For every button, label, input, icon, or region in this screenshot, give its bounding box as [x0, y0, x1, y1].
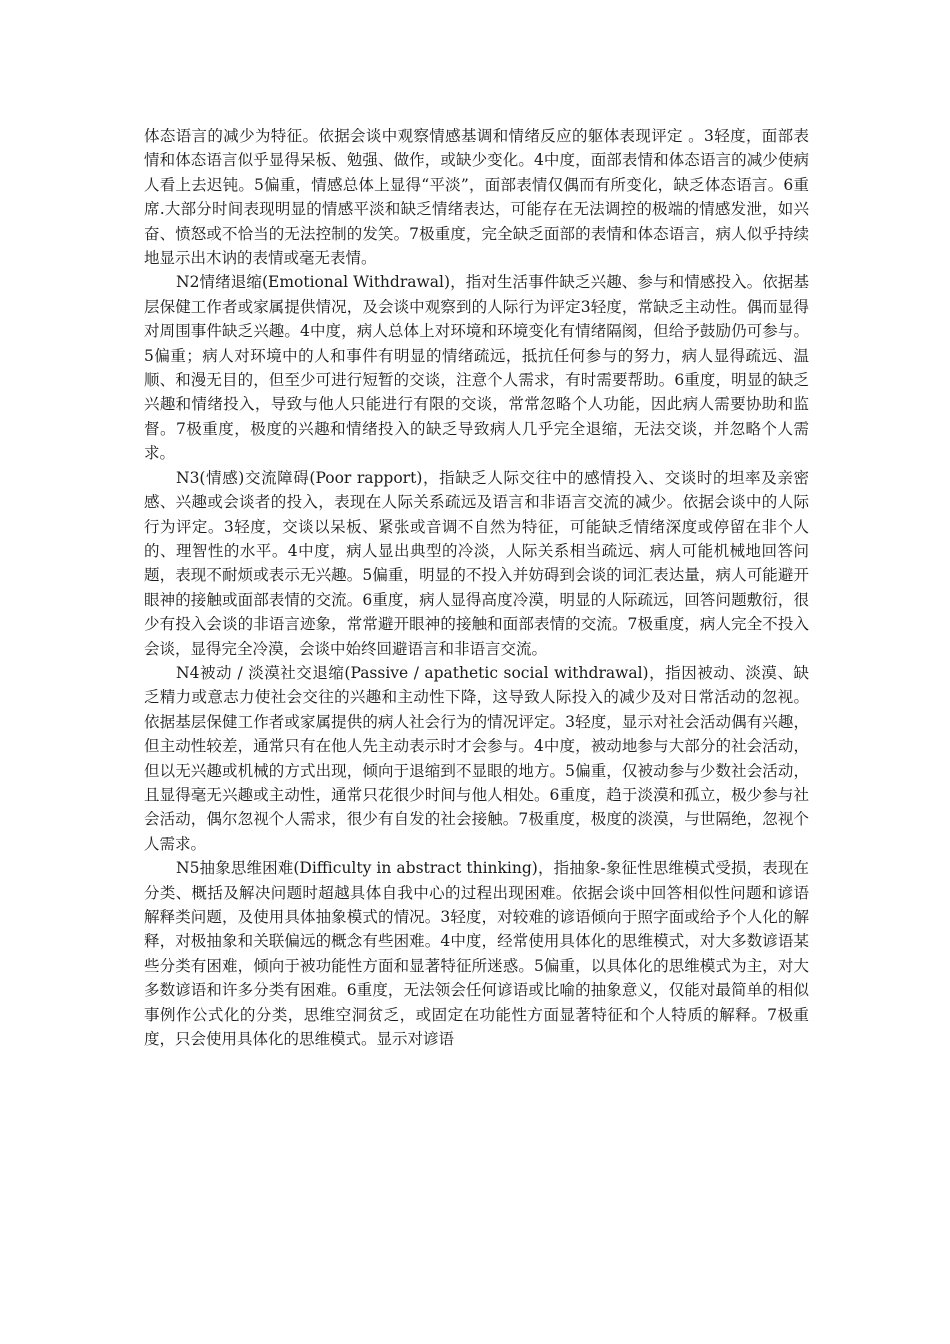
- document-body: [144, 124, 809, 1051]
- paragraph-n4-passive-social-withdrawal: N4被动 / 淡漠社交退缩(Passive / apathetic social withdrawal)，指因被动、淡漠、缺乏精力或意志力使社会交往的兴趣和主动性下降，这导致人际投入的减少及对日常活动的忽视。依据基层保健工作者或家属提供的病人社会行为的情况评定。3轻度，显示对社会活动偶有兴趣，但主动性较差，通常只有在他人先主动表示时才会参与。4中度，被动地参与大部分的社会活动，但以无兴趣或机械的方式出现，倾向于退缩到不显眼的地方。5偏重，仅被动参与少数社会活动，且显得毫无兴趣或主动性，通常只花很少时间与他人相处。6重度，趋于淡漠和孤立，极少参与社会活动，偶尔忽视个人需求，很少有自发的社会接触。7极重度，极度的淡漠，与世隔绝，忽视个人需求。: [144, 663, 809, 853]
- paragraph-n1-continuation: 体态语言的减少为特征。依据会谈中观察情感基调和情绪反应的躯体表现评定 。3轻度，面部表情和体态语言似乎显得呆板、勉强、做作，或缺少变化。4中度，面部表情和体态语言的减少使病人看上去迟钝。5偏重，情感总体上显得“平淡”，面部表情仅偶而有所变化，缺乏体态语言。6重席.大部分时间表现明显的情感平淡和缺乏情绪表达，可能存在无法调控的极端的情感发泄，如兴奋、愤怒或不恰当的无法控制的发笑。7极重度，完全缺乏面部的表情和体态语言，病人似乎持续地显示出木讷的表情或毫无表情。: [144, 127, 809, 268]
- paragraph-n5-abstract-thinking: N5抽象思维困难(Difficulty in abstract thinking)，指抽象-象征性思维模式受损，表现在分类、概括及解决问题时超越具体自我中心的过程出现困难。依据会谈中回答相似性问题和谚语解释类问题，及使用具体抽象模式的情况。3轻度，对较难的谚语倾向于照字面或给予个人化的解释，对极抽象和关联偏远的概念有些困难。4中度，经常使用具体化的思维模式，对大多数谚语某些分类有困难，倾向于被功能性方面和显著特征所迷惑。5偏重，以具体化的思维模式为主，对大多数谚语和许多分类有困难。6重度，无法领会任何谚语或比喻的抽象意义，仅能对最简单的相似事例作公式化的分类，思维空洞贫乏，或固定在功能性方面显著特征和个人特质的解释。7极重度，只会使用具体化的思维模式。显示对谚语: [144, 859, 809, 1049]
- paragraph-n2-emotional-withdrawal: N2情绪退缩(Emotional Withdrawal)，指对生活事件缺乏兴趣、参与和情感投入。依据基层保健工作者或家属提供情况，及会谈中观察到的人际行为评定3轻度，常缺乏主动性。偶而显得对周围事件缺乏兴趣。4中度，病人总体上对环境和环境变化有情绪隔阂，但给予鼓励仍可参与。5偏重；病人对环境中的人和事件有明显的情绪疏远，抵抗任何参与的努力，病人显得疏远、温顺、和漫无目的，但至少可进行短暂的交谈，注意个人需求，有时需要帮助。6重度，明显的缺乏兴趣和情绪投入，导致与他人只能进行有限的交谈，常常忽略个人功能，因此病人需要协助和监督。7极重度，极度的兴趣和情绪投入的缺乏导致病人几乎完全退缩，无法交谈，并忽略个人需求。: [144, 273, 809, 463]
- paragraph-n3-poor-rapport: N3(情感)交流障碍(Poor rapport)，指缺乏人际交往中的感情投入、交谈时的坦率及亲密感、兴趣或会谈者的投入，表现在人际关系疏远及语言和非语言交流的减少。依据会谈中的人际行为评定。3轻度，交谈以呆板、紧张或音调不自然为特征，可能缺乏情绪深度或停留在非个人的、理智性的水平。4中度，病人显出典型的冷淡，人际关系相当疏远、病人可能机械地回答问题，表现不耐烦或表示无兴趣。5偏重，明显的不投入并妨碍到会谈的词汇表达量，病人可能避开眼神的接触或面部表情的交流。6重度，病人显得高度冷漠，明显的人际疏远，回答问题敷衍，很少有投入会谈的非语言迹象，常常避开眼神的接触和面部表情的交流。7极重度，病人完全不投入会谈，显得完全冷漠，会谈中始终回避语言和非语言交流。: [144, 468, 809, 658]
